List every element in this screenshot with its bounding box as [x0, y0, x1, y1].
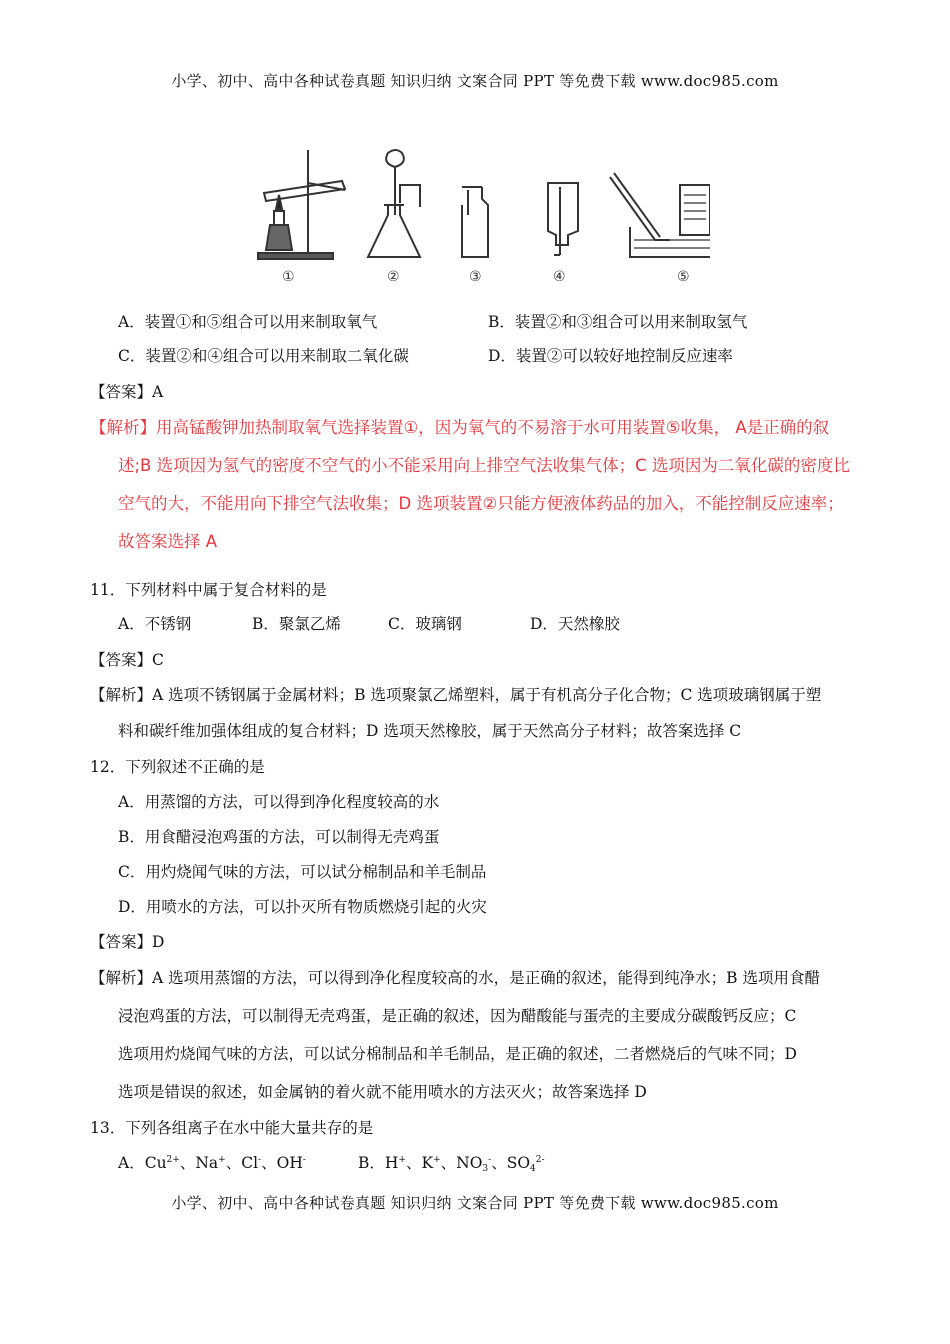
figure-label-5: ⑤ — [677, 269, 690, 285]
q11-option-b: B．聚氯乙烯 — [252, 615, 341, 633]
apparatus-2-icon — [368, 150, 420, 257]
q10-option-c: C．装置②和④组合可以用来制取二氧化碳 — [118, 347, 409, 365]
q12-stem: 12．下列叙述不正确的是 — [90, 758, 265, 776]
figure-label-4: ④ — [553, 269, 566, 285]
q10-analysis-line-3: 空气的大，不能用向下排空气法收集；D 选项装置②只能方便液体药品的加入，不能控制反应速率； — [118, 494, 844, 513]
q12-option-c: C．用灼烧闻气味的方法，可以试分棉制品和羊毛制品 — [118, 863, 487, 881]
q11-answer: 【答案】C — [90, 651, 164, 669]
q11-option-c: C．玻璃钢 — [388, 615, 462, 633]
apparatus-figure — [250, 145, 710, 287]
q12-option-a: A．用蒸馏的方法，可以得到净化程度较高的水 — [118, 793, 440, 811]
q10-answer: 【答案】A — [90, 383, 164, 401]
q12-analysis-line-1: 【解析】A 选项用蒸馏的方法，可以得到净化程度较高的水，是正确的叙述，能得到纯净水；B 选项用食醋 — [90, 969, 820, 987]
apparatus-1-icon — [258, 150, 345, 259]
apparatus-3-icon — [462, 187, 488, 257]
figure-label-1: ① — [282, 269, 295, 285]
figure-label-2: ② — [387, 269, 400, 285]
q10-option-d: D．装置②可以较好地控制反应速率 — [488, 347, 733, 365]
q12-analysis-line-4: 选项是错误的叙述，如金属钠的着火就不能用喷水的方法灭火；故答案选择 D — [118, 1083, 647, 1101]
q10-analysis-line-2: 述;B 选项因为氢气的密度不空气的小不能采用向上排空气法收集气体；C 选项因为二氧化碳的密度比 — [118, 456, 850, 475]
q11-analysis-line-1: 【解析】A 选项不锈钢属于金属材料；B 选项聚氯乙烯塑料，属于有机高分子化合物；C 选项玻璃钢属于塑 — [90, 686, 822, 704]
q10-analysis-line-1: 【解析】用高锰酸钾加热制取氧气选择装置①，因为氧气的不易溶于水可用装置⑤收集， A是正确的叙 — [90, 418, 830, 437]
q13-stem: 13．下列各组离子在水中能大量共存的是 — [90, 1119, 374, 1137]
q13-option-b: B．H+、K+、$NO_3^-$、$SO_4^{2-}$ — [358, 1154, 545, 1174]
q11-stem: 11．下列材料中属于复合材料的是 — [90, 581, 327, 599]
q12-analysis-line-3: 选项用灼烧闻气味的方法，可以试分棉制品和羊毛制品，是正确的叙述，二者燃烧后的气味不同；D — [118, 1045, 797, 1063]
q11-option-a: A．不锈钢 — [118, 615, 192, 633]
q12-option-d: D．用喷水的方法，可以扑灭所有物质燃烧引起的火灾 — [118, 898, 487, 916]
page-footer: 小学、初中、高中各种试卷真题 知识归纳 文案合同 PPT 等免费下载 www.doc985.com — [171, 1194, 779, 1212]
apparatus-4-icon — [548, 183, 578, 255]
q10-option-a: A．装置①和⑤组合可以用来制取氧气 — [118, 313, 378, 331]
figure-label-3: ③ — [469, 269, 482, 285]
q13-option-a: A．$Cu^{2+}$、Na+、Cl-、OH- — [118, 1154, 306, 1172]
q12-analysis-line-2: 浸泡鸡蛋的方法，可以制得无壳鸡蛋，是正确的叙述，因为醋酸能与蛋壳的主要成分碳酸钙反应；C — [118, 1007, 797, 1025]
q10-analysis-line-4: 故答案选择 A — [118, 532, 218, 551]
apparatus-5-icon — [610, 173, 710, 257]
q12-answer: 【答案】D — [90, 933, 165, 951]
q12-option-b: B．用食醋浸泡鸡蛋的方法，可以制得无壳鸡蛋 — [118, 828, 440, 846]
q10-option-b: B．装置②和③组合可以用来制取氢气 — [488, 313, 748, 331]
q11-analysis-line-2: 料和碳纤维加强体组成的复合材料；D 选项天然橡胶，属于天然高分子材料；故答案选择 C — [118, 722, 742, 740]
page-header: 小学、初中、高中各种试卷真题 知识归纳 文案合同 PPT 等免费下载 www.doc985.com — [171, 72, 779, 90]
q11-option-d: D．天然橡胶 — [530, 615, 620, 633]
